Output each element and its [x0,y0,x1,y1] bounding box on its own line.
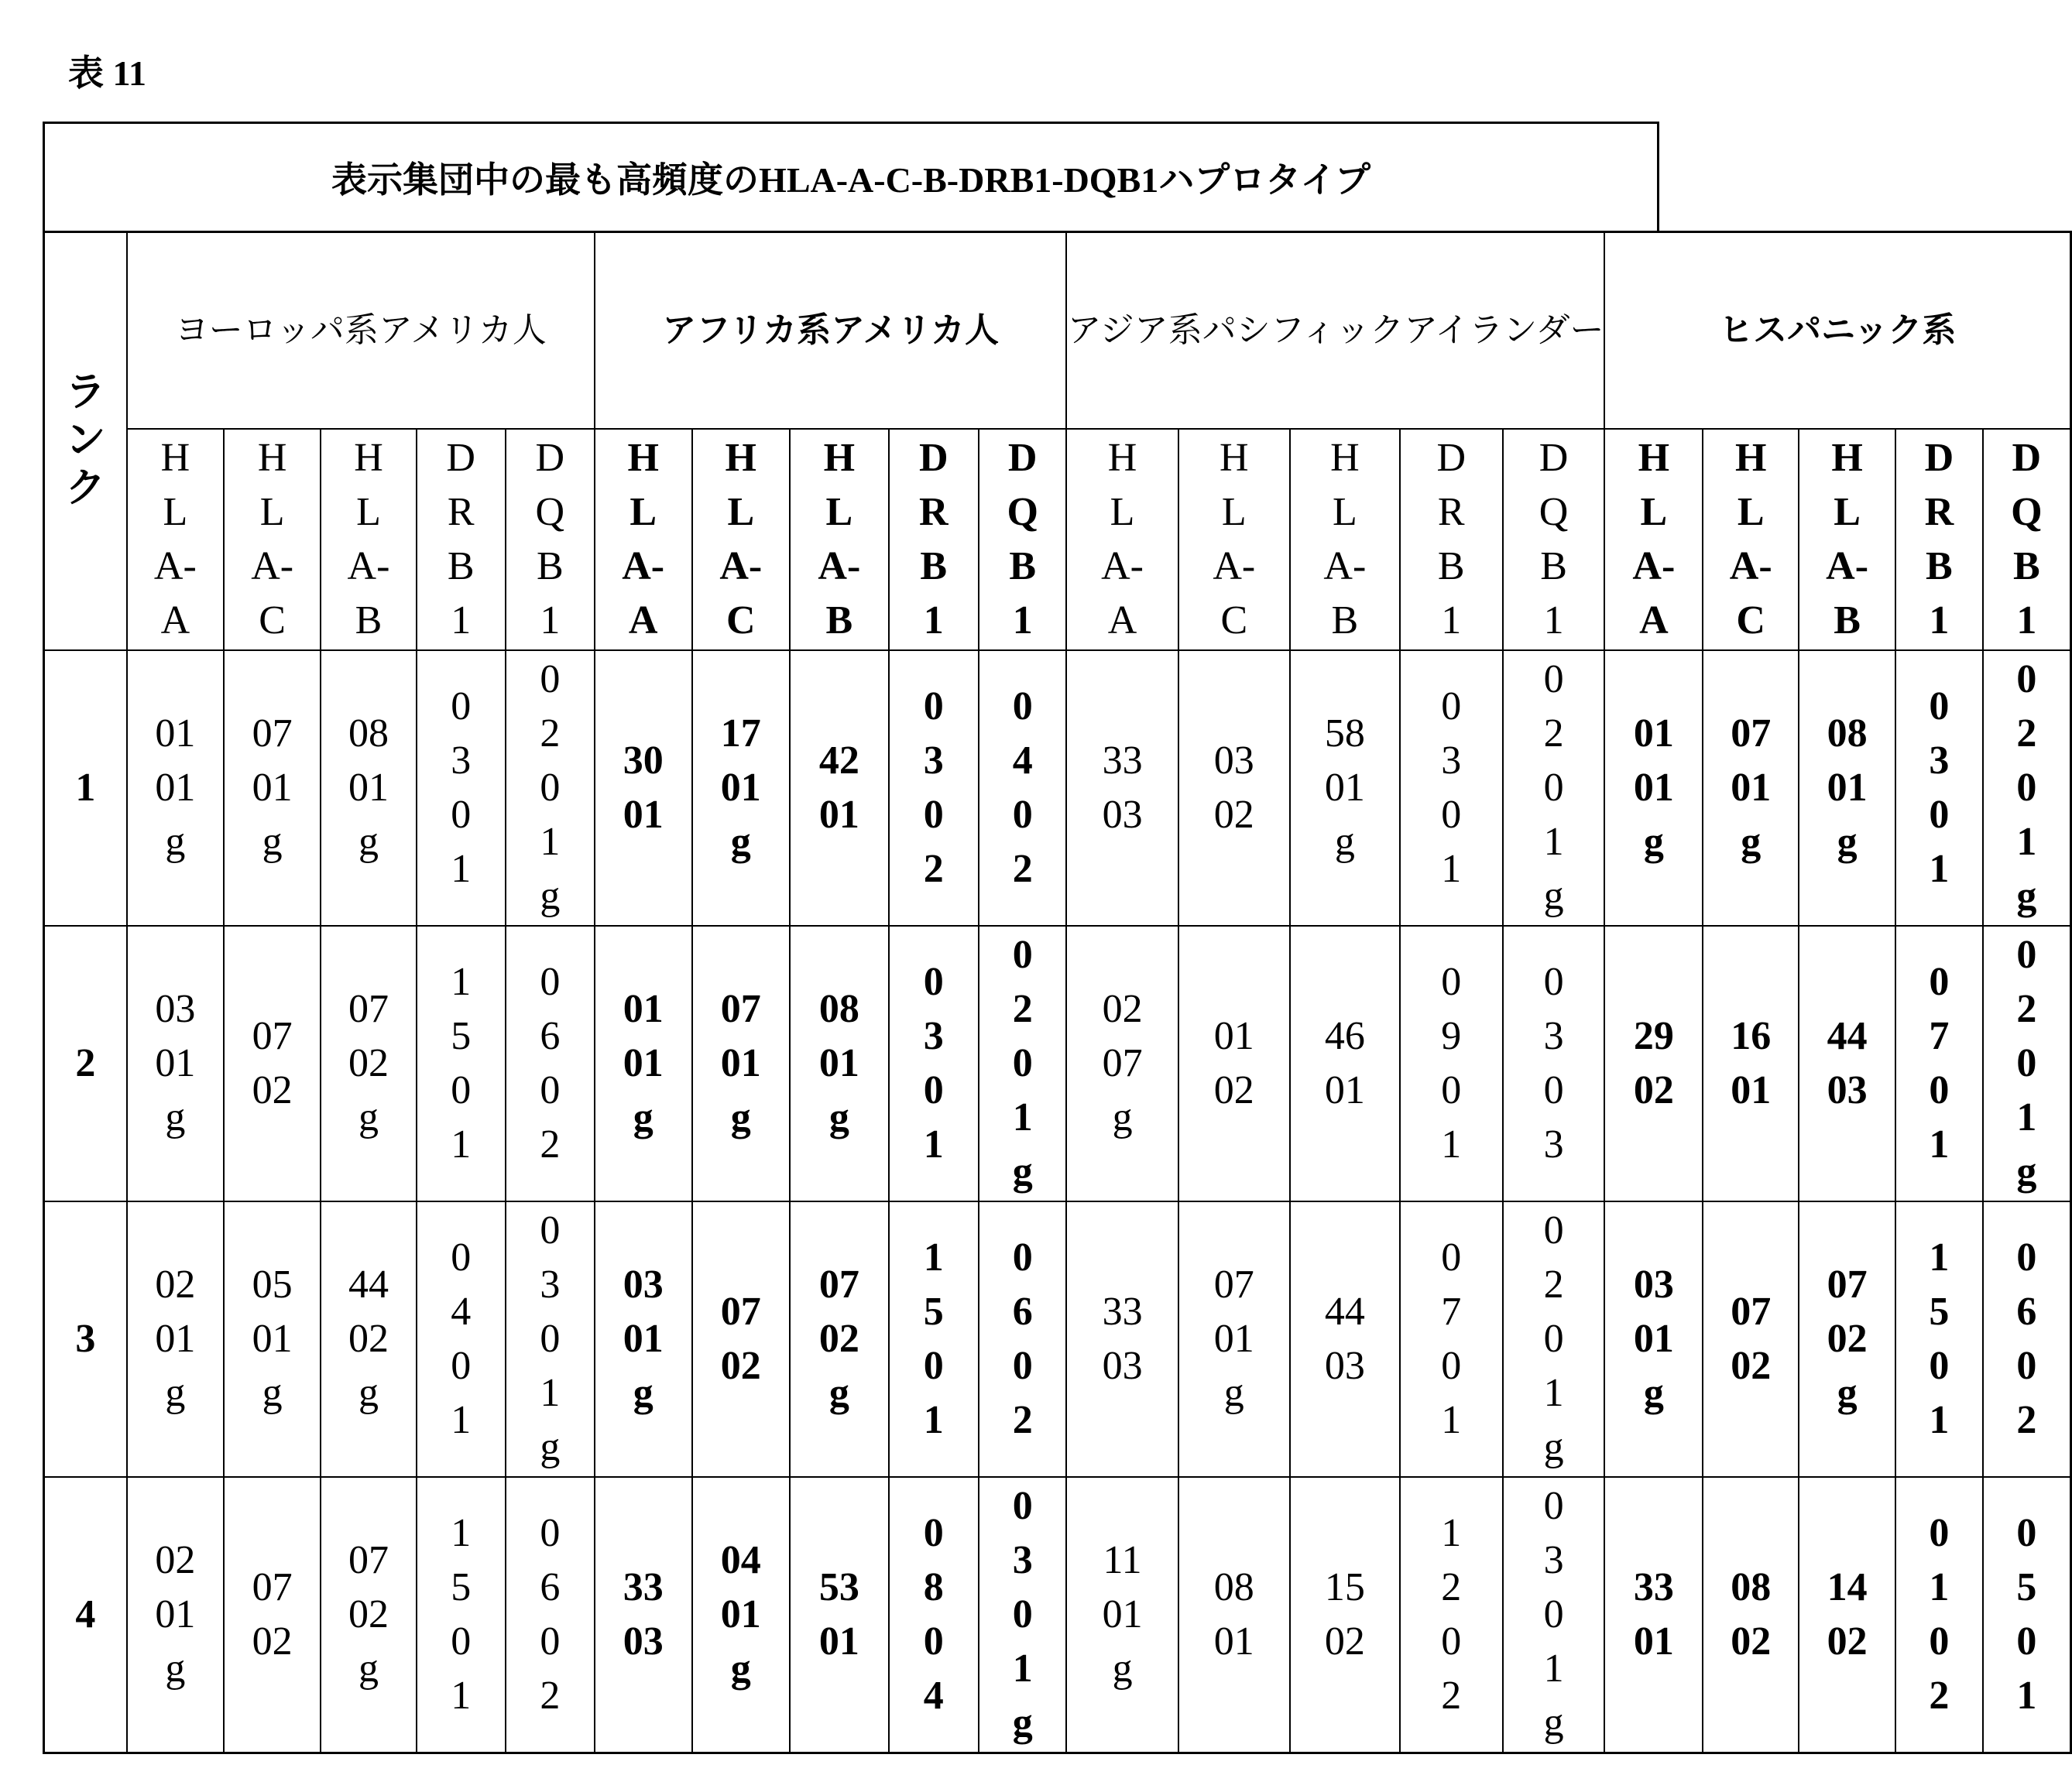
locus-header: D Q B 1 [1503,429,1605,650]
allele-cell: 0 2 0 1 g [1503,1201,1605,1477]
rank-cell: 2 [44,926,127,1201]
allele-cell: 0 6 0 2 [506,926,595,1201]
population-header: アフリカ系アメリカ人 [595,232,1067,430]
haplotype-table [43,231,2072,1754]
allele-cell: 0 2 0 1 g [1983,926,2071,1201]
rank-cell: 3 [44,1201,127,1477]
locus-header: D Q B 1 [979,429,1067,650]
allele-cell: 0 2 0 1 g [979,926,1067,1201]
allele-cell: 0 3 0 1 [417,650,506,926]
allele-cell: 0 9 0 1 [1400,926,1503,1201]
table-row [44,1477,2071,1753]
table-title: 表示集団中の最も高頻度のHLA-A-C-B-DRB1-DQB1ハプロタイプ [43,122,1659,231]
locus-header: D R B 1 [1400,429,1503,650]
allele-cell: 0 3 0 3 [1503,926,1605,1201]
allele-cell: 08 01 [1178,1477,1290,1753]
allele-cell: 11 01 g [1066,1477,1178,1753]
allele-cell: 0 7 0 1 [1400,1201,1503,1477]
allele-cell: 0 8 0 4 [889,1477,979,1753]
table-row [44,926,2071,1201]
allele-cell: 03 01 g [595,1201,692,1477]
allele-cell: 53 01 [790,1477,889,1753]
locus-header: H L A- C [1178,429,1290,650]
allele-cell: 30 01 [595,650,692,926]
group-header-row [44,232,2071,430]
allele-cell: 16 01 [1703,926,1799,1201]
allele-cell: 44 03 [1799,926,1895,1201]
allele-cell: 07 02 [1703,1201,1799,1477]
locus-header: H L A- B [1799,429,1895,650]
allele-cell: 17 01 g [692,650,791,926]
locus-header: H L A- B [321,429,416,650]
allele-cell: 07 01 g [1703,650,1799,926]
allele-cell: 33 03 [1066,1201,1178,1477]
allele-cell: 07 01 g [224,650,321,926]
allele-cell: 33 03 [1066,650,1178,926]
allele-cell: 29 02 [1604,926,1703,1201]
allele-cell: 58 01 g [1290,650,1400,926]
allele-cell: 0 2 0 1 g [506,650,595,926]
allele-cell: 02 01 g [127,1201,224,1477]
locus-header: H L A- C [1703,429,1799,650]
allele-cell: 05 01 g [224,1201,321,1477]
allele-cell: 02 01 g [127,1477,224,1753]
locus-header: H L A- A [1604,429,1703,650]
allele-cell: 04 01 g [692,1477,791,1753]
table-caption: 表 11 [68,45,146,96]
allele-cell: 07 02 g [1799,1201,1895,1477]
allele-cell: 01 01 g [1604,650,1703,926]
allele-cell: 0 6 0 2 [979,1201,1067,1477]
allele-cell: 07 02 [224,926,321,1201]
table-row [44,1201,2071,1477]
allele-cell: 0 3 0 1 g [506,1201,595,1477]
population-header: アジア系パシフィックアイランダー [1066,232,1604,430]
allele-cell: 0 3 0 1 g [979,1477,1067,1753]
allele-cell: 03 01 g [127,926,224,1201]
locus-header: D R B 1 [417,429,506,650]
allele-cell: 0 7 0 1 [1895,926,1983,1201]
locus-header: H L A- C [692,429,791,650]
allele-cell: 0 3 0 1 [1400,650,1503,926]
locus-header: D R B 1 [1895,429,1983,650]
allele-cell: 0 3 0 1 [1895,650,1983,926]
allele-cell: 0 3 0 1 [889,926,979,1201]
allele-cell: 15 02 [1290,1477,1400,1753]
allele-cell: 01 01 g [127,650,224,926]
locus-header-row [44,429,2071,650]
allele-cell: 0 2 0 1 g [1983,650,2071,926]
allele-cell: 08 01 g [1799,650,1895,926]
allele-cell: 03 02 [1178,650,1290,926]
locus-header: H L A- A [595,429,692,650]
allele-cell: 0 1 0 2 [1895,1477,1983,1753]
allele-cell: 1 2 0 2 [1400,1477,1503,1753]
allele-cell: 03 01 g [1604,1201,1703,1477]
rank-cell: 4 [44,1477,127,1753]
allele-cell: 1 5 0 1 [889,1201,979,1477]
allele-cell: 07 02 g [321,926,416,1201]
allele-cell: 0 2 0 1 g [1503,650,1605,926]
population-header: ヒスパニック系 [1604,232,2070,430]
rank-header: ラ ン ク [44,232,127,651]
allele-cell: 07 01 g [692,926,791,1201]
allele-cell: 0 4 0 1 [417,1201,506,1477]
allele-cell: 14 02 [1799,1477,1895,1753]
allele-cell: 07 02 g [321,1477,416,1753]
locus-header: H L A- B [1290,429,1400,650]
table-row [44,650,2071,926]
locus-header: D R B 1 [889,429,979,650]
locus-header: D Q B 1 [1983,429,2071,650]
locus-header: H L A- C [224,429,321,650]
rank-cell: 1 [44,650,127,926]
allele-cell: 0 4 0 2 [979,650,1067,926]
allele-cell: 1 5 0 1 [417,926,506,1201]
allele-cell: 0 5 0 1 [1983,1477,2071,1753]
allele-cell: 08 01 g [790,926,889,1201]
allele-cell: 08 02 [1703,1477,1799,1753]
locus-header: H L A- A [1066,429,1178,650]
allele-cell: 07 01 g [1178,1201,1290,1477]
allele-cell: 07 02 [692,1201,791,1477]
allele-cell: 42 01 [790,650,889,926]
locus-header: D Q B 1 [506,429,595,650]
allele-cell: 07 02 g [790,1201,889,1477]
allele-cell: 0 6 0 2 [506,1477,595,1753]
allele-cell: 0 6 0 2 [1983,1201,2071,1477]
population-header: ヨーロッパ系アメリカ人 [127,232,595,430]
locus-header: H L A- A [127,429,224,650]
locus-header: H L A- B [790,429,889,650]
allele-cell: 01 01 g [595,926,692,1201]
allele-cell: 0 3 0 1 g [1503,1477,1605,1753]
allele-cell: 07 02 [224,1477,321,1753]
allele-cell: 33 01 [1604,1477,1703,1753]
allele-cell: 1 5 0 1 [1895,1201,1983,1477]
allele-cell: 02 07 g [1066,926,1178,1201]
allele-cell: 0 3 0 2 [889,650,979,926]
allele-cell: 1 5 0 1 [417,1477,506,1753]
allele-cell: 08 01 g [321,650,416,926]
allele-cell: 44 02 g [321,1201,416,1477]
allele-cell: 01 02 [1178,926,1290,1201]
allele-cell: 33 03 [595,1477,692,1753]
allele-cell: 46 01 [1290,926,1400,1201]
allele-cell: 44 03 [1290,1201,1400,1477]
